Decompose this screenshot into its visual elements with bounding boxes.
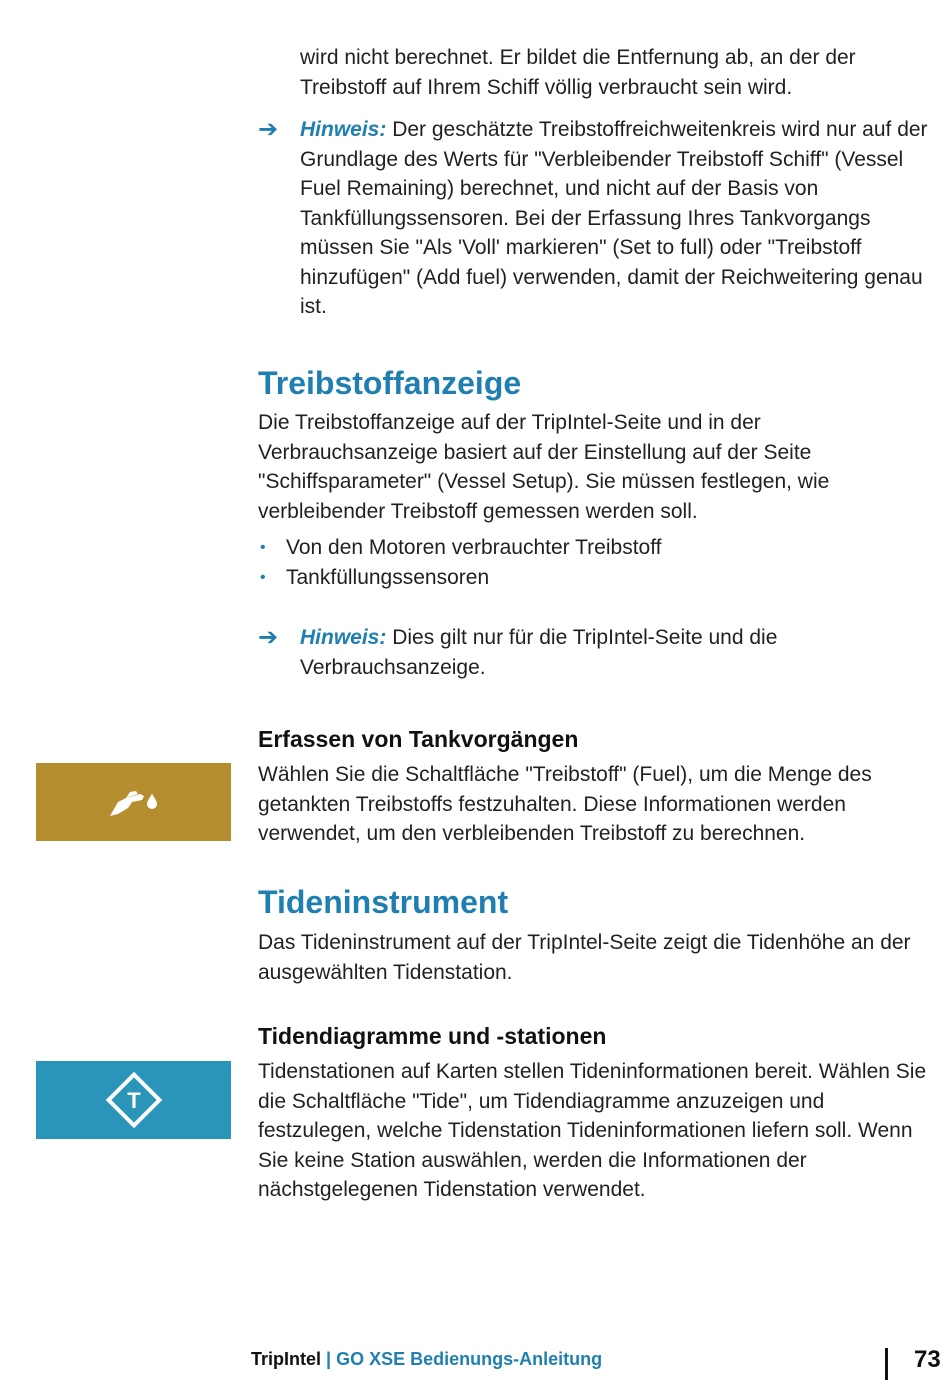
list-item: • Von den Motoren verbrauchter Treibstoff: [258, 533, 662, 563]
heading-refuel: Erfassen von Tankvorgängen: [258, 726, 579, 752]
note-block: [258, 623, 930, 682]
note-block: [258, 115, 930, 322]
note-label: Hinweis:: [300, 118, 387, 141]
tide-letter: T: [126, 1088, 141, 1113]
heading-tide-instrument: Tideninstrument: [258, 884, 509, 920]
fuel-source-list: [258, 533, 662, 592]
heading-tide-charts: Tidendiagramme und -stationen: [258, 1023, 607, 1049]
arrow-right-icon: ➔: [258, 624, 279, 651]
tide-instrument-paragraph: Das Tideninstrument auf der TripIntel-Seite zeigt die Tidenhöhe an der ausgewählten Tidenstation.: [258, 931, 911, 984]
heading-fuel-gauge: Treibstoffanzeige: [258, 365, 522, 401]
footer-separator: |: [321, 1349, 337, 1369]
fuel-gauge-paragraph: Die Treibstoffanzeige auf der TripIntel-Seite und in der Verbrauchsanzeige basiert auf der Einstellung auf der Seite "Schiffsparameter" (Vessel Setup). Sie müssen festlegen, wie verbleibender Treibstoff gemessen werden soll.: [258, 411, 830, 523]
arrow-right-icon: ➔: [258, 116, 279, 143]
note-label: Hinweis:: [300, 626, 387, 649]
fuel-nozzle-icon: [104, 782, 164, 822]
tide-button[interactable]: [36, 1061, 231, 1139]
list-item: • Tankfüllungssensoren: [258, 563, 662, 593]
tide-charts-paragraph: Tidenstationen auf Karten stellen Tideninformationen bereit. Wählen Sie die Schaltfläche "Tide", um Tidendiagramme anzuzeigen und festzulegen, welche Tidenstation Tideninformationen liefern soll. Wenn Sie keine Station auswählen, werden die Informationen der nächstgelegenen Tidenstation verwendet.: [258, 1060, 927, 1201]
footer-title: [251, 1349, 602, 1370]
intro-paragraph: wird nicht berechnet. Er bildet die Entfernung ab, an der der Treibstoff auf Ihrem Schiff völlig verbraucht sein wird.: [300, 46, 856, 99]
note-text: Der geschätzte Treibstoffreichweitenkreis wird nur auf der Grundlage des Werts für "Verbleibender Treibstoff Schiff" (Vessel Fuel Remaining) berechnet, und nicht auf der Basis von Tankfüllungssensoren. Bei der Erfassung Ihres Tankvorgangs müssen Sie "Als 'Voll' markieren" (Set to full) oder "Treibstoff hinzufügen" (Add fuel) verwenden, damit der Reichweitering genau ist.: [300, 118, 928, 318]
bullet-icon: •: [260, 568, 266, 586]
footer-manual: GO XSE Bedienungs-Anleitung: [336, 1349, 603, 1369]
refuel-paragraph: Wählen Sie die Schaltfläche "Treibstoff" (Fuel), um die Menge des getankten Treibstoffs festzuhalten. Diese Informationen werden verwendet, um den verbleibenden Treibstoff zu berechnen.: [258, 763, 872, 845]
bullet-icon: •: [260, 539, 266, 556]
tide-station-icon: [104, 1070, 164, 1130]
footer-section: TripIntel: [251, 1349, 322, 1369]
page-divider: [885, 1348, 888, 1380]
fuel-button[interactable]: [36, 763, 231, 841]
page-number: 73: [914, 1346, 941, 1373]
note-text: Dies gilt nur für die TripIntel-Seite und die Verbrauchsanzeige.: [300, 626, 778, 679]
